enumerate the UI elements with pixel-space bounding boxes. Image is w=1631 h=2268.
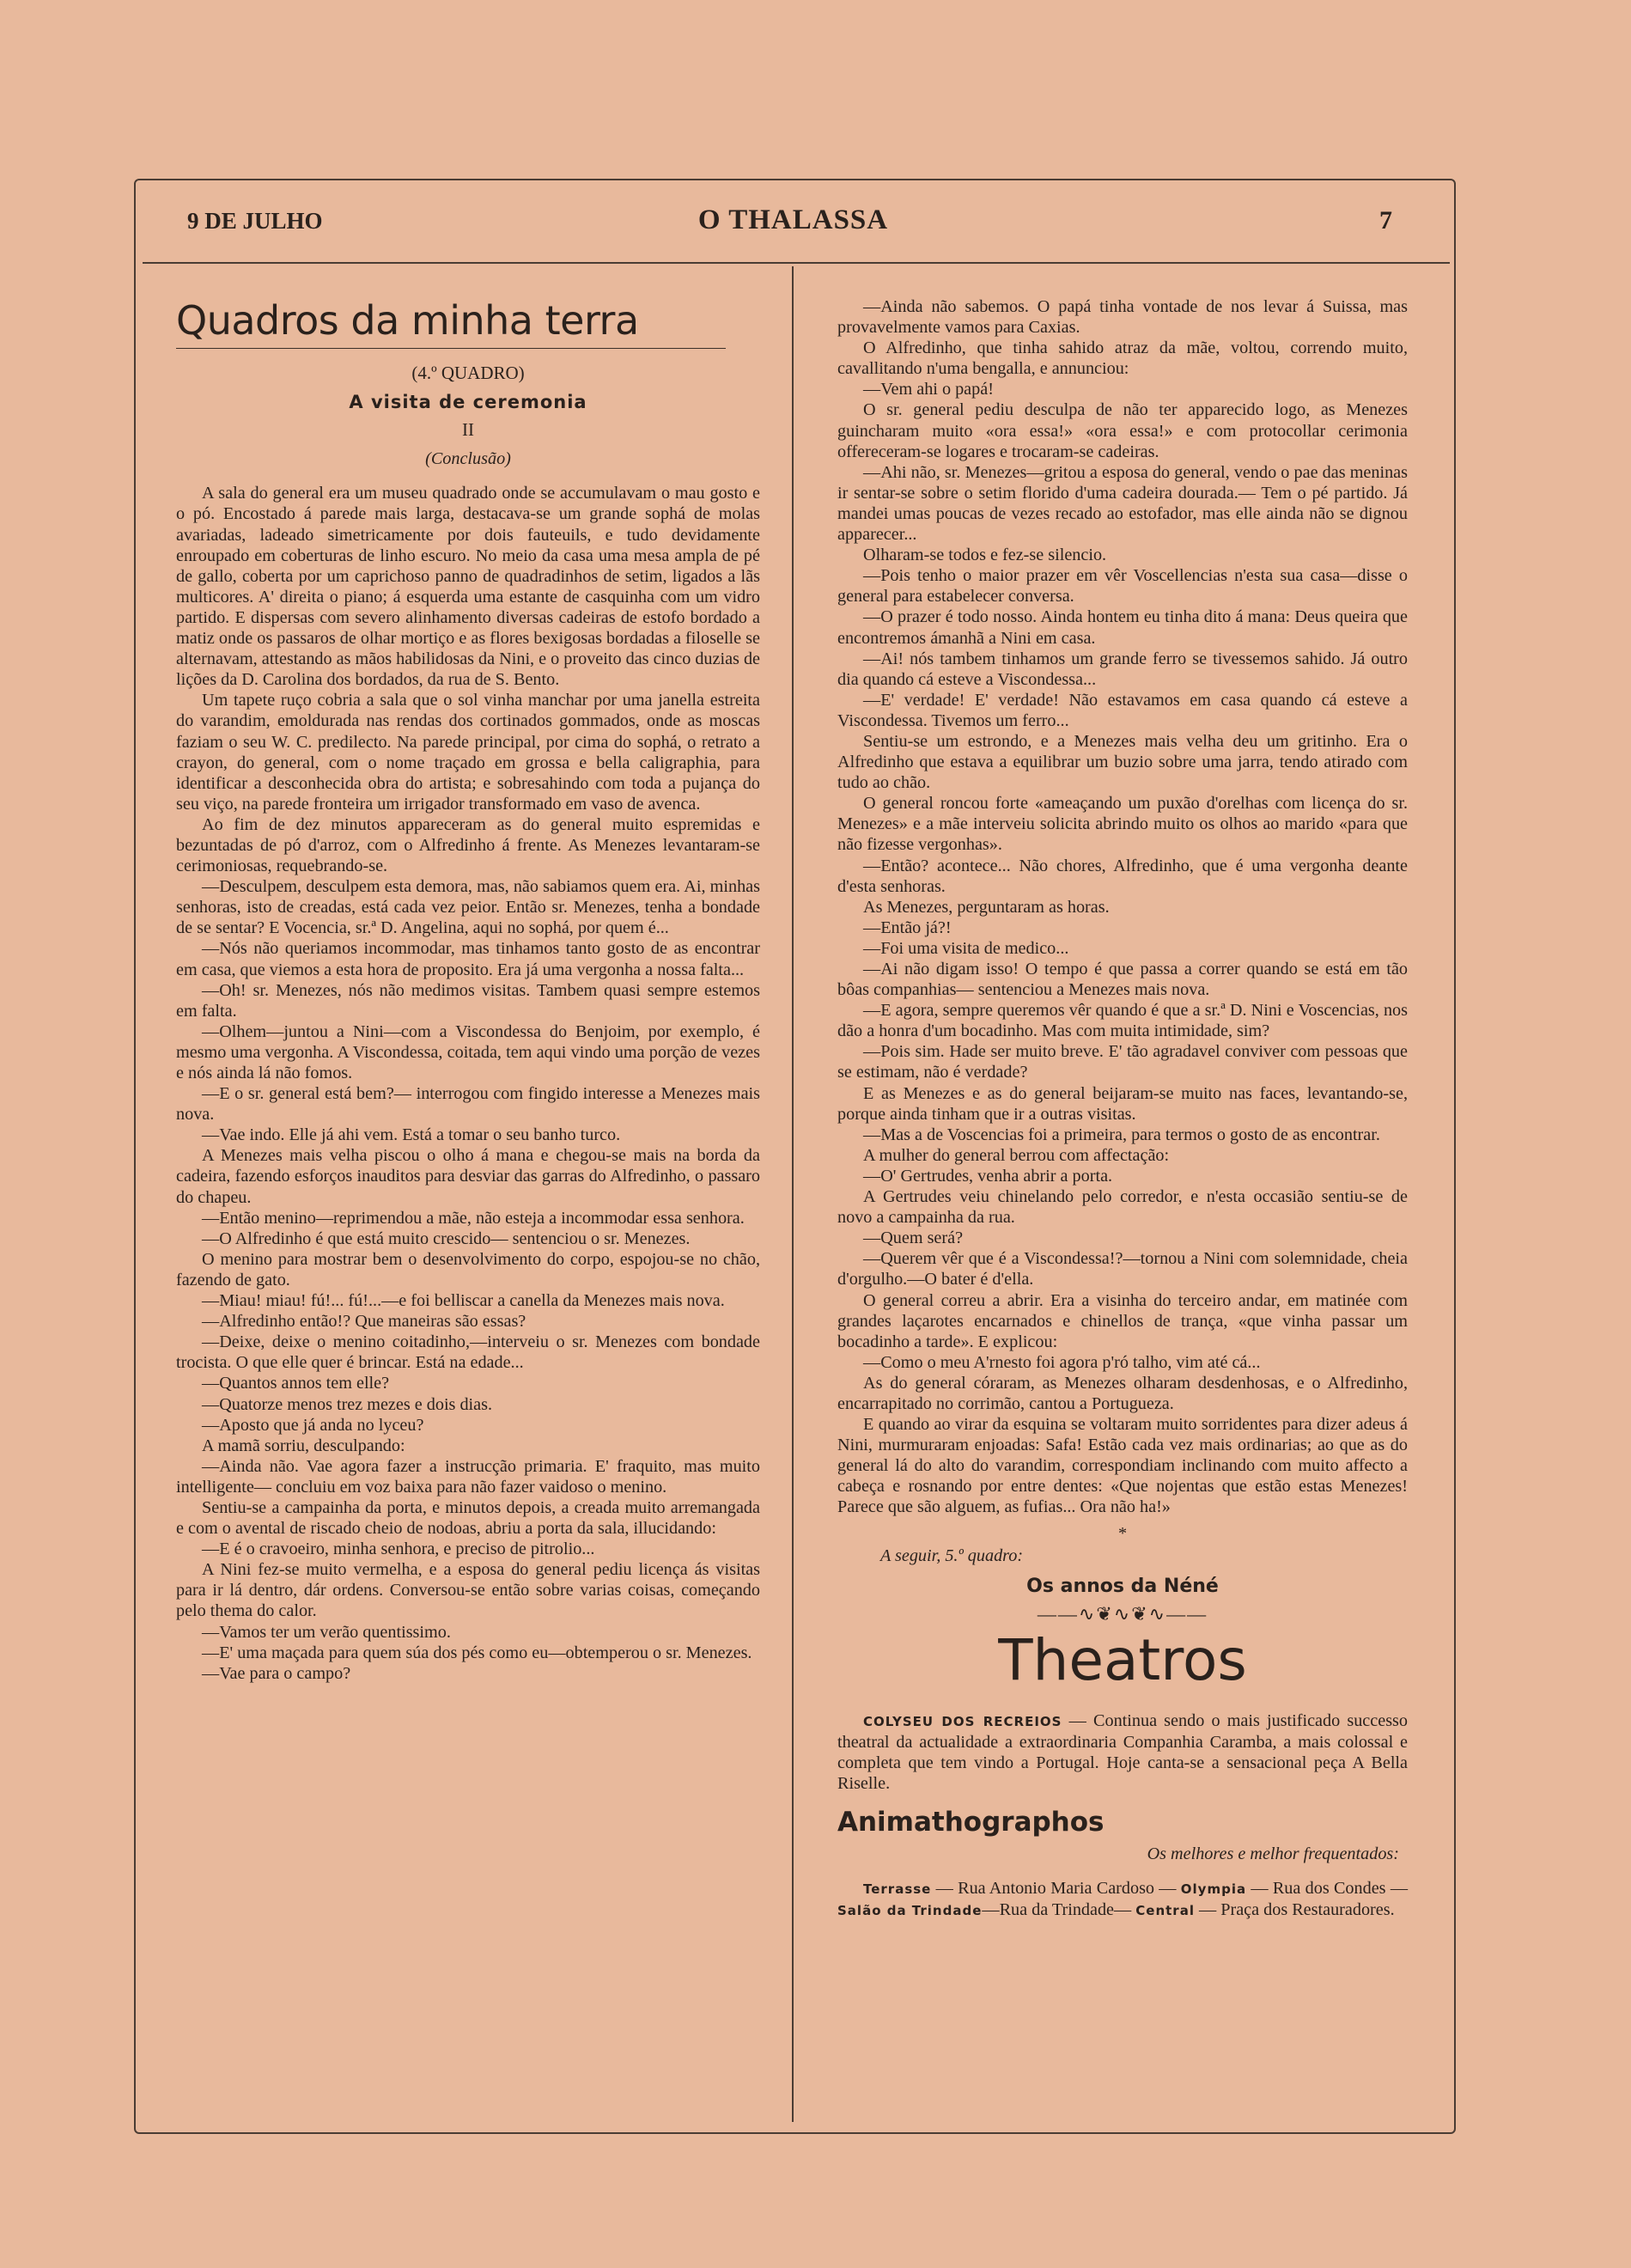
next-installment-title: Os annos da Néné bbox=[1026, 1575, 1219, 1597]
article-paragraph: —Deixe, deixe o menino coitadinho,—interveiu o sr. Menezes com bondade trocista. O que elle quer é brincar. Está na edade... bbox=[176, 1332, 760, 1373]
article-paragraph: —Quatorze menos trez mezes e dois dias. bbox=[202, 1394, 493, 1414]
cinema-name: Terrasse bbox=[863, 1881, 932, 1898]
article-paragraph: —Nós não queriamos incommodar, mas tinhamos tanto gosto de as encontrar em casa, que viemos a esta hora de proposito. Era já uma vergonha a nossa falta... bbox=[176, 939, 760, 979]
article-paragraph: —Ahi não, sr. Menezes—gritou a esposa do general, vendo o pae das meninas ir sentar-se sobre o setim florido d'uma cadeira dourada.— Tem o pé partido. Já mandei umas poucas de vezes recado ao estofador, mas elle ainda não se dignou apparecer... bbox=[837, 462, 1408, 545]
article-paragraph: A sala do general era um museu quadrado onde se accumulavam o mau gosto e o pó. Encostado á parede mais larga, destacava-se um grande sophá de molas avariadas, ladeado simetricamente por dois fauteuils, e tudo devidamente enroupado em coberturas de linho escuro. No meio da casa uma mesa ampla de pé de gallo, coberta por um caprichoso panno de quadradinhos de setim, ligados a lãs multicores. A' direita o piano; á esquerda uma estante de casquinha com um vidro partido. E dispersas com severo alinhamento diversas cadeiras de estofo bordado a matiz onde os passaros de olhar mortiço e as flores bexigosas bordadas a filoselle se alternavam, attestando as mãos habilidosas da Nini, e o proveito das cinco duzias de lições da D. Carolina dos bordados, da rua de S. Bento. bbox=[176, 484, 761, 690]
article-paragraph: —Aposto que já anda no lyceu? bbox=[202, 1415, 424, 1435]
conclusion-label: (Conclusão) bbox=[425, 449, 511, 469]
article-paragraph: A mamã sorriu, desculpando: bbox=[202, 1436, 405, 1455]
theatros-venue: COLYSEU DOS RECREIOS bbox=[863, 1713, 1062, 1729]
theatros-text: — Continua sendo o mais justificado successo theatral da actualidade a extraordinaria Companhia Caramba, a mais colossal e completa que tem vindo a Portugal. Hoje canta-se a sensacional peça A Bella Riselle. bbox=[837, 1710, 1408, 1794]
article-paragraph: Sentiu-se um estrondo, e a Menezes mais velha deu um gritinho. Era o Alfredinho que estava a equilibrar um buzio sobre uma jarra, tendo atirado com tudo ao chão. bbox=[837, 731, 1408, 793]
article-paragraph: A Menezes mais velha piscou o olho á mana e chegou-se mais na borda da cadeira, fazendo esforços inauditos para desviar das garras do Alfredinho, o passaro do chapeu. bbox=[176, 1146, 760, 1207]
article-paragraph: —Então? acontece... Não chores, Alfredinho, que é uma vergonha deante d'esta senhoras. bbox=[837, 856, 1408, 896]
article-paragraph: —E agora, sempre queremos vêr quando é que a sr.ª D. Nini e Voscencias, nos dão a honra d'um bocadinho. Mas com muita intimidade, sim? bbox=[837, 1001, 1408, 1041]
article-paragraph: A Nini fez-se muito vermelha, e a esposa do general pediu licença ás visitas para ir lá dentro, dár ordens. Conversou-se então sobre varias coisas, começando pelo thema do calor. bbox=[176, 1560, 760, 1621]
cinema-address: — Praça dos Restauradores. bbox=[1194, 1900, 1395, 1920]
theatros-heading: Theatros bbox=[998, 1626, 1247, 1693]
article-paragraph: —Como o meu A'rnesto foi agora p'ró talho, vim até cá... bbox=[863, 1352, 1261, 1372]
article-paragraph: —Então menino—reprimendou a mãe, não esteja a incommodar essa senhora. bbox=[202, 1208, 745, 1228]
left-article-body bbox=[176, 483, 760, 1683]
theatros-paragraph bbox=[837, 1710, 1408, 1794]
page-number: 7 bbox=[1379, 206, 1392, 235]
animathographos-subtitle: Os melhores e melhor frequentados: bbox=[1147, 1844, 1399, 1864]
cinema-name: Central bbox=[1135, 1903, 1195, 1919]
article-paragraph: —Quem será? bbox=[863, 1228, 964, 1248]
article-paragraph: —O Alfredinho é que está muito crescido— sentenciou o sr. Menezes. bbox=[202, 1228, 691, 1248]
column-divider bbox=[792, 266, 794, 2122]
right-column bbox=[837, 296, 1408, 1922]
article-paragraph: —Pois tenho o maior prazer em vêr Voscellencias n'esta sua casa—disse o general para estabelecer conversa. bbox=[837, 566, 1408, 607]
article-paragraph: —Ainda não. Vae agora fazer a instrucção primaria. E' fraquito, mas muito intelligente— concluiu em voz baixa para não fazer vaidoso o menino. bbox=[176, 1456, 760, 1497]
article-paragraph: A mulher do general berrou com affectação: bbox=[863, 1145, 1170, 1165]
quadro-label: (4.º QUADRO) bbox=[411, 363, 525, 383]
article-paragraph: —E' uma maçada para quem súa dos pés como eu—obtemperou o sr. Menezes. bbox=[202, 1643, 752, 1662]
article-paragraph: —Desculpem, desculpem esta demora, mas, não sabiamos quem era. Ai, minhas senhoras, isto de creadas, está cada vez peior. Então sr. Menezes, tenha a bondade de se sentar? E Vocencia, sr.ª D. Angelina, aqui no sophá, por quem é... bbox=[176, 877, 760, 938]
article-paragraph: Olharam-se todos e fez-se silencio. bbox=[863, 546, 1107, 565]
article-paragraph: —Vamos ter um verão quentissimo. bbox=[202, 1622, 451, 1642]
article-paragraph: O Alfredinho, que tinha sahido atraz da mãe, voltou, correndo muito, cavallitando n'uma bengalla, e annunciou: bbox=[837, 338, 1408, 379]
article-paragraph: —Vae para o campo? bbox=[202, 1663, 351, 1683]
article-paragraph: As do general córaram, as Menezes olharam desdenhosas, e o Alfredinho, encarrapitado no corrimão, cantou a Portugueza. bbox=[837, 1373, 1408, 1413]
article-paragraph: As Menezes, perguntaram as horas. bbox=[863, 897, 1110, 917]
newspaper-title: O THALASSA bbox=[697, 204, 889, 235]
article-paragraph: A Gertrudes veiu chinelando pelo corredor, e n'esta occasião sentiu-se de novo a campainha da rua. bbox=[837, 1187, 1408, 1228]
article-subtitle: A visita de ceremonia bbox=[349, 392, 587, 413]
article-paragraph: —Ainda não sabemos. O papá tinha vontade de nos levar á Suissa, mas provavelmente vamos para Caxias. bbox=[837, 297, 1408, 338]
cinema-address: —Rua da Trindade— bbox=[982, 1900, 1136, 1920]
article-paragraph: —Quantos annos tem elle? bbox=[202, 1374, 390, 1393]
article-paragraph: —Ai não digam isso! O tempo é que passa a correr quando se está em tão bôas companhias— sentenciou a Menezes mais nova. bbox=[837, 960, 1408, 1000]
article-paragraph: O general correu a abrir. Era a visinha do terceiro andar, em matinée com grandes laçarotes encarnados e chinellos de trança, «que vinha passar um bocadinho a tarde». E explicou: bbox=[837, 1290, 1408, 1351]
article-paragraph: —E' verdade! E' verdade! Não estavamos em casa quando cá esteve a Viscondessa. Tivemos um ferro... bbox=[837, 690, 1408, 730]
cinema-list bbox=[837, 1878, 1408, 1921]
section-title: Quadros da minha terra bbox=[176, 297, 639, 344]
article-paragraph: —Vae indo. Elle já ahi vem. Está a tomar o seu banho turco. bbox=[202, 1125, 621, 1145]
page-header bbox=[134, 204, 1452, 256]
article-paragraph: —O' Gertrudes, venha abrir a porta. bbox=[863, 1166, 1113, 1186]
article-paragraph: —Ai! nós tambem tinhamos um grande ferro se tivessemos sahido. Já outro dia quando cá esteve a Viscondessa... bbox=[837, 649, 1408, 689]
article-paragraph: —O prazer é todo nosso. Ainda hontem eu tinha dito á mana: Deus queira que encontremos ámanhã a Nini em casa. bbox=[837, 607, 1408, 648]
article-paragraph: —Foi uma visita de medico... bbox=[863, 938, 1069, 958]
article-paragraph: —Oh! sr. Menezes, nós não medimos visitas. Tambem quasi sempre estemos em falta. bbox=[176, 980, 760, 1021]
header-rule bbox=[143, 262, 1450, 264]
separator-star: * bbox=[1117, 1523, 1128, 1543]
article-paragraph: O general roncou forte «ameaçando um puxão d'orelhas com licença do sr. Menezes» e a mãe interveiu solicita abrindo muito os olhos ao marido «para que não fizesse vergonhas». bbox=[837, 794, 1408, 855]
part-number: II bbox=[462, 419, 474, 441]
article-paragraph: E as Menezes e as do general beijaram-se muito nas faces, levantando-se, porque ainda tinham que ir a outras visitas. bbox=[837, 1083, 1408, 1124]
article-paragraph: —Alfredinho então!? Que maneiras são essas? bbox=[202, 1312, 526, 1332]
next-installment-label: A seguir, 5.º quadro: bbox=[880, 1546, 1024, 1565]
cinema-name: Olympia bbox=[1180, 1881, 1247, 1898]
right-article-body bbox=[837, 296, 1408, 1518]
cinema-name: Salão da Trindade bbox=[837, 1903, 983, 1919]
cinema-address: — Rua dos Condes — bbox=[1246, 1879, 1408, 1899]
cinema-address: — Rua Antonio Maria Cardoso — bbox=[931, 1879, 1181, 1899]
article-paragraph: —Pois sim. Hade ser muito breve. E' tão agradavel conviver com pessoas que se estimam, não é verdade? bbox=[837, 1042, 1408, 1082]
left-column bbox=[176, 296, 760, 1684]
article-paragraph: —Olhem—juntou a Nini—com a Viscondessa do Benjoim, por exemplo, é mesmo uma vergonha. A Viscondessa, coitada, tem aqui vindo uma porção de vezes e nós ainda lá não fomos. bbox=[176, 1021, 760, 1082]
article-paragraph: Ao fim de dez minutos appareceram as do general muito espremidas e bezuntadas de pó d'arroz, com o Alfredinho á frente. As Menezes levantaram-se cerimoniosas, requebrando-se. bbox=[176, 814, 760, 876]
header-date: 9 DE JULHO bbox=[187, 208, 323, 234]
article-paragraph: O sr. general pediu desculpa de não ter apparecido logo, as Menezes guincharam muito «ora essa!» «ora essa!» e com protocollar cerimonia offereceram-se logares e trocaram-se cadeiras. bbox=[837, 400, 1408, 461]
ornament-divider: ——∿❦∿❦∿—— bbox=[1037, 1602, 1208, 1625]
article-paragraph: —Vem ahi o papá! bbox=[863, 380, 994, 399]
article-paragraph: E quando ao virar da esquina se voltaram muito sorridentes para dizer adeus á Nini, murmuraram enjoadas: Safa! Estão cada vez mais ordinarias; ao que as do general lá do alto do varandim, correspondiam inclinando com muito affecto a cabeça e rosnando por entre dentes: «Que nojentas que estão estas Menezes! Parece que são alguem, as fufias... Ora não ha!» bbox=[837, 1415, 1408, 1517]
article-paragraph: Um tapete ruço cobria a sala que o sol vinha manchar por uma janella estreita do varandim, emoldurada nas rendas dos cortinados gommados, onde as moscas faziam o seu W. C. predilecto. Na parede principal, por cima do sophá, o retrato a crayon, do general, com o nome traçado em grossa e bella caligraphia, para identificar a desconhecida obra do artista; e sobresahindo com toda a pujança do seu viço, na parede fronteira um irrigador transformado em vaso de avenca. bbox=[176, 691, 760, 814]
article-paragraph: O menino para mostrar bem o desenvolvimento do corpo, espojou-se no chão, fazendo de gato. bbox=[176, 1249, 760, 1289]
article-paragraph: —Então já?! bbox=[863, 918, 952, 937]
article-paragraph: —E o sr. general está bem?— interrogou com fingido interesse a Menezes mais nova. bbox=[176, 1084, 760, 1125]
article-paragraph: —Mas a de Voscencias foi a primeira, para termos o gosto de as encontrar. bbox=[863, 1125, 1380, 1144]
article-paragraph: —E é o cravoeiro, minha senhora, e preciso de pitrolio... bbox=[202, 1539, 595, 1559]
title-rule bbox=[176, 348, 726, 349]
animathographos-heading: Animathographos bbox=[837, 1807, 1105, 1838]
article-paragraph: —Miau! miau! fú!... fú!...—e foi belliscar a canella da Menezes mais nova. bbox=[202, 1291, 725, 1311]
article-paragraph: Sentiu-se a campainha da porta, e minutos depois, a creada muito arremangada e com o avental de riscado cheio de nodoas, abriu a porta da sala, illucidando: bbox=[176, 1497, 760, 1539]
article-paragraph: —Querem vêr que é a Viscondessa!?—tornou a Nini com solemnidade, cheia d'orgulho.—O bater é d'ella. bbox=[837, 1249, 1408, 1289]
